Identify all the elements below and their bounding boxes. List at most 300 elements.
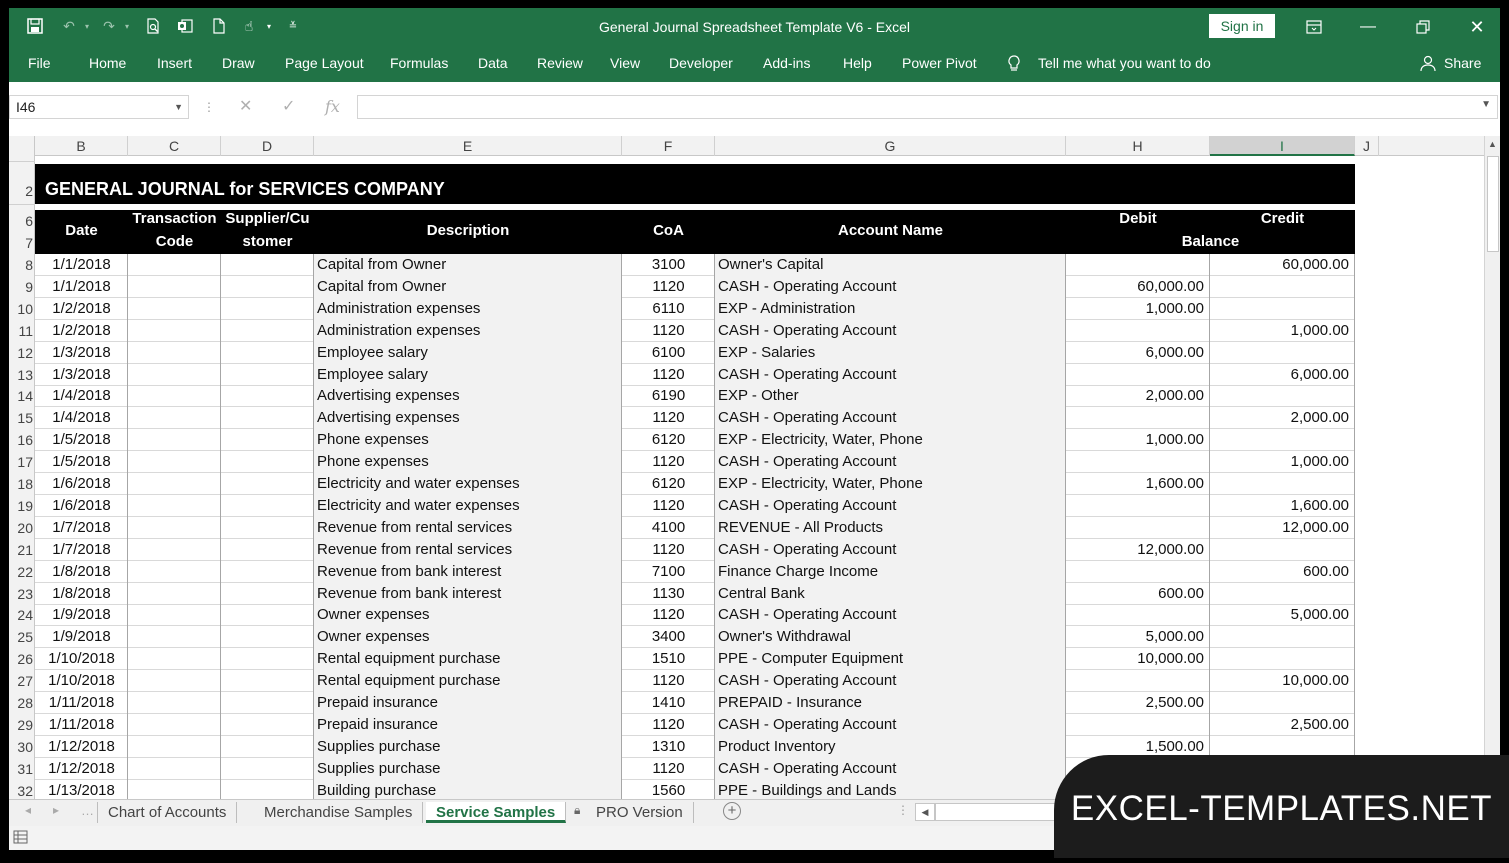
tab-developer[interactable]: Developer: [669, 55, 733, 71]
transaction-code-cell[interactable]: [128, 670, 221, 692]
coa-cell[interactable]: 1120: [652, 453, 685, 471]
column-header[interactable]: E: [314, 136, 622, 156]
supplier-customer-cell[interactable]: [221, 473, 314, 495]
row-header[interactable]: 29: [17, 716, 33, 733]
row-header[interactable]: 13: [17, 366, 33, 383]
transaction-code-cell[interactable]: [128, 736, 221, 758]
credit-cell[interactable]: 1,000.00: [1290, 453, 1349, 471]
row-header[interactable]: 11: [18, 322, 33, 339]
date-cell[interactable]: 1/4/2018: [52, 409, 111, 427]
date-cell[interactable]: 1/3/2018: [52, 343, 111, 361]
supplier-customer-cell[interactable]: [221, 429, 314, 451]
sheet-tab-pro-version[interactable]: PRO Version: [586, 802, 694, 823]
debit-cell[interactable]: 6,000.00: [1145, 343, 1204, 361]
supplier-customer-cell[interactable]: [221, 670, 314, 692]
tab-formulas[interactable]: Formulas: [390, 55, 449, 71]
touch-dropdown-icon[interactable]: ▾: [266, 21, 271, 31]
row-header[interactable]: 8: [25, 257, 33, 273]
coa-cell[interactable]: 1510: [651, 650, 686, 668]
scroll-tabs-left-icon[interactable]: ◂: [25, 803, 32, 817]
name-box-dropdown-icon[interactable]: ▼: [174, 102, 183, 112]
transaction-code-cell[interactable]: [128, 648, 221, 670]
debit-cell[interactable]: 2,500.00: [1145, 694, 1204, 711]
tab-add-ins[interactable]: Add-ins: [763, 55, 811, 71]
account-name-cell[interactable]: Central Bank: [718, 584, 805, 602]
row-header[interactable]: 12: [17, 344, 33, 361]
tab-review[interactable]: Review: [537, 55, 583, 71]
credit-cell[interactable]: 1,000.00: [1290, 321, 1349, 339]
date-cell[interactable]: 1/9/2018: [52, 606, 111, 624]
credit-cell[interactable]: 2,500.00: [1290, 715, 1349, 733]
more-tabs-icon[interactable]: …: [81, 803, 94, 818]
journal-title[interactable]: GENERAL JOURNAL for SERVICES COMPANY: [35, 164, 1355, 204]
coa-cell[interactable]: 6120: [651, 475, 686, 492]
row-header[interactable]: 19: [17, 497, 33, 514]
supplier-customer-cell[interactable]: [221, 736, 314, 758]
date-cell[interactable]: 1/6/2018: [52, 475, 111, 492]
coa-cell[interactable]: 1120: [652, 606, 685, 624]
drag-handle-icon[interactable]: ⋮: [203, 100, 215, 114]
supplier-customer-cell[interactable]: [221, 648, 314, 670]
transaction-code-cell[interactable]: [128, 276, 221, 298]
date-cell[interactable]: 1/2/2018: [52, 321, 111, 339]
scroll-tabs-right-icon[interactable]: ▸: [53, 803, 60, 817]
row-header[interactable]: 27: [17, 673, 33, 690]
vertical-scrollbar[interactable]: [1484, 136, 1500, 799]
sheet-tab-chart-of-accounts[interactable]: Chart of Accounts: [97, 802, 237, 823]
transaction-code-header[interactable]: Transaction: [132, 210, 217, 227]
column-header-selected[interactable]: I: [1210, 136, 1355, 156]
coa-cell[interactable]: 1120: [652, 409, 685, 427]
coa-cell[interactable]: 6190: [651, 387, 686, 405]
transaction-code-cell[interactable]: [128, 495, 221, 517]
debit-cell[interactable]: [1066, 604, 1204, 626]
redo-dropdown-icon[interactable]: ▾: [124, 21, 129, 31]
row-header[interactable]: 26: [17, 651, 33, 668]
account-name-cell[interactable]: CASH - Operating Account: [718, 365, 897, 383]
supplier-customer-cell[interactable]: [221, 561, 314, 583]
undo-dropdown-icon[interactable]: ▾: [84, 21, 89, 31]
row-header[interactable]: 15: [17, 410, 33, 427]
row-header[interactable]: 28: [17, 695, 33, 711]
credit-cell[interactable]: 600.00: [1303, 562, 1349, 580]
date-cell[interactable]: 1/11/2018: [48, 694, 115, 711]
new-document-icon[interactable]: [209, 16, 229, 36]
debit-cell[interactable]: [1066, 714, 1204, 736]
date-cell[interactable]: 1/12/2018: [48, 737, 115, 755]
account-name-cell[interactable]: CASH - Operating Account: [718, 672, 897, 690]
date-cell[interactable]: 1/4/2018: [52, 387, 111, 405]
balance-header[interactable]: Balance: [1181, 233, 1240, 250]
date-header[interactable]: Date: [65, 222, 98, 239]
tab-insert[interactable]: Insert: [157, 55, 193, 71]
column-header[interactable]: B: [35, 136, 128, 156]
add-sheet-icon[interactable]: +: [723, 802, 741, 820]
row-header[interactable]: 10: [17, 300, 33, 317]
description-cell[interactable]: Owner expenses: [317, 628, 430, 646]
coa-cell[interactable]: 6120: [651, 431, 686, 449]
credit-cell[interactable]: 5,000.00: [1290, 606, 1349, 624]
transaction-code-cell[interactable]: [128, 758, 221, 780]
coa-cell[interactable]: 7100: [651, 562, 686, 580]
description-cell[interactable]: Employee salary: [317, 365, 428, 383]
coa-cell[interactable]: 1310: [651, 737, 686, 755]
debit-cell[interactable]: [1066, 451, 1204, 473]
coa-cell[interactable]: 1120: [652, 496, 685, 514]
credit-header[interactable]: Credit: [1260, 210, 1305, 227]
row-header[interactable]: 22: [17, 563, 33, 580]
column-header[interactable]: C: [128, 136, 221, 156]
row-header-hidden[interactable]: [9, 156, 35, 162]
description-cell[interactable]: Phone expenses: [317, 453, 429, 471]
row-header[interactable]: 21: [17, 541, 33, 558]
row-header[interactable]: 2: [25, 183, 33, 199]
credit-cell[interactable]: [1210, 342, 1349, 364]
transaction-code-cell[interactable]: [128, 298, 221, 320]
row-header[interactable]: 25: [17, 629, 33, 646]
description-cell[interactable]: Revenue from bank interest: [317, 562, 502, 580]
transaction-code-cell[interactable]: [128, 320, 221, 342]
description-cell[interactable]: Employee salary: [317, 343, 428, 361]
coa-cell[interactable]: 1120: [652, 277, 685, 295]
transaction-code-cell[interactable]: [128, 539, 221, 561]
coa-cell[interactable]: 6110: [652, 299, 685, 317]
description-cell[interactable]: Revenue from rental services: [317, 540, 513, 558]
date-cell[interactable]: 1/7/2018: [52, 518, 111, 536]
credit-cell[interactable]: 1,600.00: [1290, 496, 1349, 514]
credit-cell[interactable]: 12,000.00: [1282, 518, 1349, 536]
date-cell[interactable]: 1/5/2018: [52, 431, 111, 449]
transaction-code-cell[interactable]: [128, 254, 221, 276]
transaction-code-cell[interactable]: [128, 561, 221, 583]
description-cell[interactable]: Prepaid insurance: [317, 715, 438, 733]
tab-file[interactable]: File: [28, 55, 51, 71]
supplier-customer-cell[interactable]: [221, 604, 314, 626]
supplier-customer-cell[interactable]: [221, 583, 314, 605]
coa-cell[interactable]: 1120: [652, 759, 685, 777]
supplier-customer-cell[interactable]: [221, 495, 314, 517]
save-icon[interactable]: [25, 16, 45, 36]
horizontal-scrollbar[interactable]: [935, 803, 1063, 821]
account-name-cell[interactable]: PPE - Buildings and Lands: [718, 781, 897, 799]
debit-cell[interactable]: [1066, 670, 1204, 692]
description-cell[interactable]: Phone expenses: [317, 431, 429, 449]
supplier-customer-cell[interactable]: [221, 407, 314, 429]
row-header[interactable]: 20: [17, 519, 33, 536]
row-header[interactable]: 32: [17, 782, 33, 799]
coa-cell[interactable]: 4100: [651, 518, 686, 536]
credit-cell[interactable]: [1210, 276, 1349, 298]
credit-cell[interactable]: [1210, 298, 1349, 320]
outlook-icon[interactable]: [175, 16, 195, 36]
transaction-code-cell[interactable]: [128, 364, 221, 386]
debit-cell[interactable]: [1066, 407, 1204, 429]
date-cell[interactable]: 1/8/2018: [52, 562, 111, 580]
tab-power-pivot[interactable]: Power Pivot: [902, 55, 977, 71]
date-cell[interactable]: 1/1/2018: [52, 256, 111, 273]
debit-cell[interactable]: 5,000.00: [1145, 628, 1204, 646]
debit-cell[interactable]: 1,000.00: [1145, 299, 1204, 317]
share-icon[interactable]: [1420, 55, 1436, 75]
minimize-icon[interactable]: —: [1360, 18, 1376, 35]
transaction-code-cell[interactable]: [128, 780, 221, 799]
supplier-customer-cell[interactable]: [221, 342, 314, 364]
transaction-code-cell[interactable]: [128, 429, 221, 451]
supplier-customer-cell[interactable]: [221, 780, 314, 799]
worksheet-grid[interactable]: [9, 136, 1484, 799]
credit-cell[interactable]: [1210, 539, 1349, 561]
description-cell[interactable]: Administration expenses: [317, 321, 481, 339]
account-name-cell[interactable]: Finance Charge Income: [718, 562, 879, 580]
debit-cell[interactable]: [1066, 254, 1204, 276]
debit-cell[interactable]: 2,000.00: [1145, 387, 1204, 405]
coa-cell[interactable]: 1130: [652, 584, 685, 602]
sheet-tab-merchandise-samples[interactable]: Merchandise Samples: [254, 802, 423, 823]
account-name-cell[interactable]: CASH - Operating Account: [718, 453, 897, 471]
debit-cell[interactable]: [1066, 517, 1204, 539]
restore-icon[interactable]: [1400, 8, 1446, 46]
date-cell[interactable]: 1/3/2018: [52, 365, 111, 383]
row-header[interactable]: 30: [17, 738, 33, 755]
touch-mode-icon[interactable]: ☝: [244, 17, 254, 34]
coa-cell[interactable]: 1120: [652, 715, 685, 733]
description-cell[interactable]: Building purchase: [317, 781, 437, 799]
supplier-customer-cell[interactable]: [221, 539, 314, 561]
coa-cell[interactable]: 1560: [651, 781, 686, 799]
coa-cell[interactable]: 1410: [651, 694, 686, 711]
coa-cell[interactable]: 1120: [652, 540, 685, 558]
transaction-code-cell[interactable]: [128, 714, 221, 736]
insert-function-icon[interactable]: fx: [325, 97, 340, 116]
credit-cell[interactable]: [1210, 583, 1349, 605]
debit-cell[interactable]: [1066, 364, 1204, 386]
row-header[interactable]: 6: [25, 213, 33, 229]
column-header[interactable]: J: [1355, 136, 1379, 156]
description-cell[interactable]: Revenue from bank interest: [317, 584, 502, 602]
account-name-cell[interactable]: EXP - Other: [718, 387, 799, 405]
account-name-cell[interactable]: EXP - Salaries: [718, 343, 816, 361]
date-cell[interactable]: 1/5/2018: [52, 453, 111, 471]
description-cell[interactable]: Advertising expenses: [317, 387, 460, 405]
description-cell[interactable]: Electricity and water expenses: [317, 496, 520, 514]
transaction-code-cell[interactable]: [128, 451, 221, 473]
row-header[interactable]: 24: [17, 607, 33, 624]
credit-cell[interactable]: [1210, 648, 1349, 670]
credit-cell[interactable]: 2,000.00: [1290, 409, 1349, 427]
debit-cell[interactable]: 1,600.00: [1145, 475, 1204, 492]
account-name-cell[interactable]: Product Inventory: [718, 737, 836, 755]
tell-me-search[interactable]: Tell me what you want to do: [1038, 55, 1211, 71]
transaction-code-cell[interactable]: [128, 473, 221, 495]
account-name-cell[interactable]: REVENUE - All Products: [718, 518, 884, 536]
date-cell[interactable]: 1/1/2018: [52, 277, 111, 295]
transaction-code-cell[interactable]: [128, 407, 221, 429]
row-header[interactable]: 14: [17, 388, 33, 405]
coa-cell[interactable]: 3400: [651, 628, 686, 646]
table-row: [35, 670, 1355, 692]
credit-cell[interactable]: [1210, 473, 1349, 495]
row-header[interactable]: 9: [25, 278, 33, 295]
debit-cell[interactable]: [1066, 495, 1204, 517]
account-name-cell[interactable]: CASH - Operating Account: [718, 321, 897, 339]
description-cell[interactable]: Revenue from rental services: [317, 518, 513, 536]
description-cell[interactable]: Advertising expenses: [317, 409, 460, 427]
date-cell[interactable]: 1/13/2018: [48, 781, 115, 799]
tab-page-layout[interactable]: Page Layout: [285, 55, 364, 71]
account-name-cell[interactable]: CASH - Operating Account: [718, 715, 897, 733]
name-box[interactable]: [9, 95, 189, 119]
share-button[interactable]: Share: [1444, 55, 1482, 71]
transaction-code-cell[interactable]: [128, 583, 221, 605]
tab-help[interactable]: Help: [843, 55, 872, 71]
date-cell[interactable]: 1/2/2018: [52, 299, 111, 317]
coa-cell[interactable]: 6100: [651, 343, 686, 361]
redo-icon[interactable]: ↷: [103, 17, 115, 34]
print-preview-icon[interactable]: [143, 16, 163, 36]
debit-cell[interactable]: 10,000.00: [1137, 650, 1204, 668]
tab-home[interactable]: Home: [89, 55, 127, 71]
row-header[interactable]: 23: [17, 585, 33, 602]
row-header[interactable]: 31: [17, 760, 33, 777]
cancel-icon[interactable]: ✕: [239, 98, 253, 115]
tab-data[interactable]: Data: [478, 55, 508, 71]
column-header[interactable]: H: [1066, 136, 1210, 156]
date-cell[interactable]: 1/10/2018: [48, 672, 115, 690]
description-cell[interactable]: Electricity and water expenses: [317, 475, 520, 492]
credit-cell[interactable]: [1210, 429, 1349, 451]
account-name-header[interactable]: Account Name: [837, 222, 944, 239]
date-cell[interactable]: 1/7/2018: [52, 540, 111, 558]
debit-cell[interactable]: 60,000.00: [1137, 277, 1204, 295]
tab-view[interactable]: View: [610, 55, 641, 71]
transaction-code-cell[interactable]: [128, 604, 221, 626]
hscroll-left-icon[interactable]: ◀: [915, 803, 935, 821]
transaction-code-cell[interactable]: [128, 385, 221, 407]
coa-cell[interactable]: 1120: [652, 365, 685, 383]
tab-split-handle-icon[interactable]: ⋮: [897, 803, 909, 817]
account-name-cell[interactable]: CASH - Operating Account: [718, 606, 897, 624]
undo-icon[interactable]: ↶: [63, 17, 75, 34]
account-name-cell[interactable]: EXP - Electricity, Water, Phone: [718, 431, 923, 449]
scroll-up-icon[interactable]: ▲: [1488, 139, 1497, 149]
supplier-customer-cell[interactable]: [221, 254, 314, 276]
transaction-code-cell[interactable]: [128, 517, 221, 539]
supplier-customer-cell[interactable]: [221, 714, 314, 736]
row-header[interactable]: 16: [17, 432, 33, 449]
description-cell[interactable]: Rental equipment purchase: [317, 650, 501, 668]
debit-cell[interactable]: 1,000.00: [1145, 431, 1204, 449]
transaction-code-cell[interactable]: [128, 342, 221, 364]
coa-cell[interactable]: 3100: [651, 256, 686, 273]
macro-recording-icon[interactable]: [13, 829, 29, 850]
row-header[interactable]: 7: [25, 235, 33, 251]
description-cell[interactable]: Capital from Owner: [317, 256, 447, 273]
supplier-customer-cell[interactable]: [221, 276, 314, 298]
column-header[interactable]: F: [622, 136, 715, 156]
date-cell[interactable]: 1/8/2018: [52, 584, 111, 602]
account-name-cell[interactable]: PPE - Computer Equipment: [718, 650, 904, 668]
date-cell[interactable]: 1/10/2018: [48, 650, 115, 668]
credit-cell[interactable]: [1210, 692, 1349, 714]
credit-cell[interactable]: [1210, 385, 1349, 407]
description-cell[interactable]: Administration expenses: [317, 299, 481, 317]
account-name-cell[interactable]: CASH - Operating Account: [718, 496, 897, 514]
description-cell[interactable]: Supplies purchase: [317, 759, 441, 777]
account-name-cell[interactable]: CASH - Operating Account: [718, 277, 897, 295]
row-header[interactable]: 18: [17, 476, 33, 492]
description-cell[interactable]: Supplies purchase: [317, 737, 441, 755]
account-name-cell[interactable]: Owner's Withdrawal: [718, 628, 851, 646]
date-cell[interactable]: 1/6/2018: [52, 496, 111, 514]
debit-header[interactable]: Debit: [1119, 210, 1157, 227]
debit-cell[interactable]: [1066, 561, 1204, 583]
customize-toolbar-icon[interactable]: ≚: [288, 20, 298, 32]
expand-formula-icon[interactable]: ▼: [1481, 99, 1491, 110]
account-name-cell[interactable]: EXP - Electricity, Water, Phone: [718, 475, 923, 492]
coa-cell[interactable]: 1120: [652, 672, 685, 690]
transaction-code-cell[interactable]: [128, 692, 221, 714]
supplier-customer-cell[interactable]: [221, 626, 314, 648]
column-header[interactable]: G: [715, 136, 1066, 156]
account-name-cell[interactable]: EXP - Administration: [718, 299, 856, 317]
supplier-customer-cell[interactable]: [221, 364, 314, 386]
date-cell[interactable]: 1/9/2018: [52, 628, 111, 646]
supplier-customer-cell[interactable]: [221, 692, 314, 714]
coa-header[interactable]: CoA: [653, 222, 684, 239]
debit-cell[interactable]: 600.00: [1158, 584, 1204, 602]
enter-icon[interactable]: ✓: [282, 98, 296, 115]
date-cell[interactable]: 1/12/2018: [48, 759, 115, 777]
sign-in-button[interactable]: Sign in: [1209, 14, 1275, 38]
debit-cell[interactable]: 12,000.00: [1137, 540, 1204, 558]
supplier-customer-cell[interactable]: [221, 298, 314, 320]
row-header[interactable]: 17: [17, 454, 33, 471]
ribbon-display-icon[interactable]: [1291, 8, 1337, 46]
column-header[interactable]: D: [221, 136, 314, 156]
supplier-customer-cell[interactable]: [221, 517, 314, 539]
supplier-customer-cell[interactable]: [221, 385, 314, 407]
account-name-cell[interactable]: CASH - Operating Account: [718, 540, 897, 558]
credit-cell[interactable]: [1210, 626, 1349, 648]
debit-cell[interactable]: [1066, 320, 1204, 342]
credit-cell[interactable]: 10,000.00: [1282, 672, 1349, 690]
credit-cell[interactable]: 60,000.00: [1282, 256, 1349, 273]
description-cell[interactable]: Rental equipment purchase: [317, 672, 501, 690]
account-name-cell[interactable]: CASH - Operating Account: [718, 409, 897, 427]
credit-cell[interactable]: 6,000.00: [1290, 365, 1349, 383]
tab-draw[interactable]: Draw: [222, 55, 255, 71]
description-header[interactable]: Description: [426, 222, 510, 239]
account-name-cell[interactable]: Owner's Capital: [718, 256, 824, 273]
description-cell[interactable]: Owner expenses: [317, 606, 430, 624]
account-name-cell[interactable]: PREPAID - Insurance: [718, 694, 862, 711]
debit-cell[interactable]: 1,500.00: [1145, 737, 1204, 755]
close-icon[interactable]: ✕: [1469, 16, 1485, 37]
supplier-customer-cell[interactable]: [221, 320, 314, 342]
description-cell[interactable]: Capital from Owner: [317, 277, 447, 295]
description-cell[interactable]: Prepaid insurance: [317, 694, 438, 711]
date-cell[interactable]: 1/11/2018: [48, 715, 115, 733]
coa-cell[interactable]: 1120: [652, 321, 685, 339]
account-name-cell[interactable]: CASH - Operating Account: [718, 759, 897, 777]
supplier-customer-header[interactable]: Supplier/Cu: [225, 210, 310, 227]
supplier-customer-cell[interactable]: [221, 451, 314, 473]
sheet-tab-service-samples[interactable]: Service Samples: [426, 802, 566, 823]
formula-input[interactable]: [357, 95, 1498, 119]
scroll-thumb[interactable]: [1487, 156, 1499, 252]
transaction-code-cell[interactable]: [128, 626, 221, 648]
supplier-customer-cell[interactable]: [221, 758, 314, 780]
